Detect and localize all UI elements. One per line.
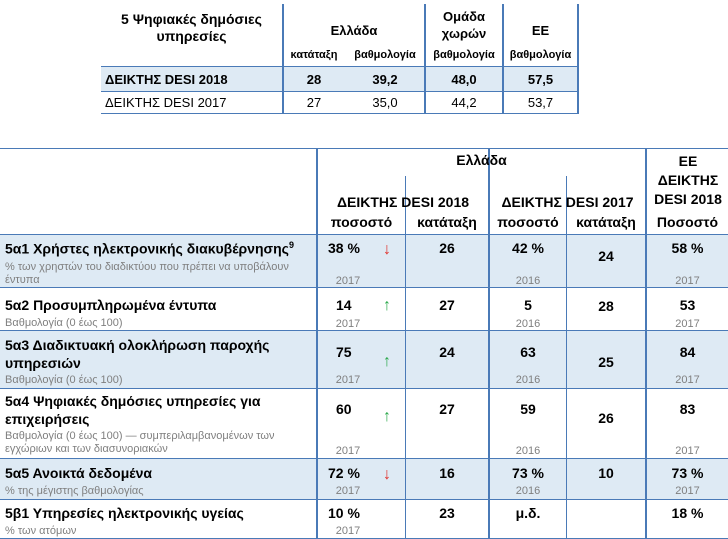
- row-title-text: 5α1 Χρήστες ηλεκτρονικής διακυβέρνησης: [5, 240, 289, 257]
- row-rule: [0, 458, 728, 459]
- row-year-eu: 2017: [675, 485, 700, 497]
- summary-row-score: 39,2: [372, 71, 398, 87]
- row-value-2017: μ.δ.: [515, 505, 541, 521]
- header-rule: [0, 234, 728, 235]
- summary-sub-score-eu: βαθμολογία: [509, 49, 572, 61]
- row-rank-2017: 24: [598, 248, 614, 264]
- summary-divider: [101, 113, 579, 114]
- row-year-2018: 2017: [335, 525, 361, 537]
- row-rank-2018: 23: [439, 505, 455, 521]
- header-desi2017: ΔΕΙΚΤΗΣ DESI 2017: [501, 194, 634, 210]
- row-rank-2017: 25: [598, 354, 614, 370]
- row-rank-2018: 16: [439, 465, 455, 481]
- row-year-eu: 2017: [675, 445, 700, 457]
- summary-row-rank: 28: [306, 71, 322, 87]
- row-rank-2017: 10: [598, 465, 614, 481]
- header-eu-pct: Ποσοστό: [656, 214, 719, 230]
- row-year-2017: 2016: [515, 374, 541, 386]
- summary-col-line: [577, 4, 579, 114]
- header-desi2018: ΔΕΙΚΤΗΣ DESI 2018: [336, 194, 470, 210]
- row-rank-2018: 27: [439, 297, 455, 313]
- row-year-2018: 2017: [335, 445, 361, 457]
- trend-up-icon: ↑: [383, 297, 391, 314]
- table-top-rule: [0, 148, 728, 149]
- summary-col-eu: ΕΕ: [531, 22, 550, 38]
- row-value-2018: 14: [336, 297, 352, 313]
- row-rank-2017: 26: [598, 410, 614, 426]
- row-rule: [0, 499, 728, 500]
- row-value-2018: 60: [336, 401, 352, 417]
- header-greece: Ελλάδα: [456, 152, 507, 168]
- row-title: [5, 240, 294, 257]
- row-year-2017: 2016: [515, 445, 541, 457]
- summary-sub-score-group: βαθμολογία: [433, 49, 495, 61]
- row-value-2017: 5: [524, 297, 532, 313]
- row-value-2017: 42 %: [512, 240, 544, 256]
- summary-row-eu: 53,7: [527, 95, 554, 110]
- row-value-2017: 73 %: [512, 465, 544, 481]
- footnote-marker: 9: [288, 240, 294, 250]
- summary-row-rank: 27: [306, 95, 322, 110]
- summary-title: 5 Ψηφιακές δημόσιες υπηρεσίες: [121, 11, 262, 44]
- row-value-2018: 38 %: [328, 240, 360, 256]
- row-title: 5α2 Προσυμπληρωμένα έντυπα: [5, 297, 217, 313]
- row-subtitle: Βαθμολογία (0 έως 100): [5, 317, 123, 329]
- row-year-2018: 2017: [335, 485, 361, 497]
- row-year-eu: 2017: [675, 275, 700, 287]
- row-subtitle: % της μέγιστης βαθμολογίας: [5, 485, 144, 497]
- row-value-2018: 72 %: [328, 465, 360, 481]
- row-value-2017: 63: [520, 344, 536, 360]
- header-eu: ΕΕ ΔΕΙΚΤΗΣ DESI 2018: [654, 153, 722, 207]
- header-pct-2018: ποσοστό: [330, 214, 393, 230]
- row-subtitle: Βαθμολογία (0 έως 100): [5, 374, 123, 386]
- row-subtitle: Βαθμολογία (0 έως 100) — συμπεριλαμβανομένων των εγχώριων και των διασυνοριακών: [5, 430, 275, 455]
- row-year-2018: 2017: [335, 318, 361, 330]
- row-value-eu: 83: [679, 401, 696, 417]
- row-year-2017: 2016: [515, 485, 541, 497]
- row-value-2017: 59: [520, 401, 536, 417]
- summary-row-group: 48,0: [451, 71, 477, 87]
- row-year-2017: 2016: [515, 275, 541, 287]
- row-year-eu: 2017: [675, 374, 700, 386]
- indicators-table: [0, 148, 728, 539]
- header-rank-2017: κατάταξη: [576, 214, 636, 230]
- row-value-eu: 58 %: [671, 240, 704, 256]
- row-value-eu: 18 %: [671, 505, 704, 521]
- row-title: 5α3 Διαδικτυακή ολοκλήρωση παροχής υπηρεσιών: [5, 337, 270, 371]
- summary-row-group: 44,2: [451, 95, 477, 110]
- row-rank-2017: 28: [598, 298, 614, 314]
- summary-table: [101, 4, 579, 114]
- summary-sub-score: βαθμολογία: [354, 49, 416, 61]
- summary-row-eu: 57,5: [527, 71, 554, 87]
- row-year-2017: 2016: [515, 318, 541, 330]
- row-value-2018: 75: [336, 344, 352, 360]
- row-subtitle: % των ατόμων: [5, 525, 77, 537]
- row-year-eu: 2017: [675, 318, 700, 330]
- summary-sub-rank: κατάταξη: [290, 49, 338, 61]
- header-rank-2018: κατάταξη: [417, 214, 477, 230]
- trend-up-icon: ↑: [383, 353, 391, 370]
- header-pct-2017: ποσοστό: [497, 214, 559, 230]
- row-value-eu: 53: [679, 297, 696, 313]
- summary-col-greece: Ελλάδα: [330, 22, 378, 38]
- summary-row-label: ΔΕΙΚΤΗΣ DESI 2017: [105, 95, 227, 110]
- row-year-2018: 2017: [335, 374, 361, 386]
- row-rule: [0, 388, 728, 389]
- row-rule: [0, 330, 728, 331]
- row-rank-2018: 24: [439, 344, 455, 360]
- row-year-2018: 2017: [335, 275, 361, 287]
- row-value-eu: 73 %: [671, 465, 704, 481]
- row-subtitle: % των χρηστών του διαδικτύου που πρέπει να υποβάλουν έντυπα: [5, 261, 289, 286]
- row-rule: [0, 287, 728, 288]
- row-value-eu: 84: [679, 344, 696, 360]
- trend-down-icon: ↓: [383, 466, 391, 483]
- row-rank-2018: 27: [439, 401, 455, 417]
- row-title: 5β1 Υπηρεσίες ηλεκτρονικής υγείας: [5, 505, 244, 521]
- trend-down-icon: ↓: [383, 241, 391, 258]
- row-rank-2018: 26: [439, 240, 455, 256]
- row-value-2018: 10 %: [328, 505, 360, 521]
- row-title: 5α4 Ψηφιακές δημόσιες υπηρεσίες για επιχειρήσεις: [5, 393, 261, 427]
- summary-col-group: Ομάδα χωρών: [441, 9, 487, 41]
- row-title: 5α5 Ανοικτά δεδομένα: [5, 465, 152, 481]
- trend-up-icon: ↑: [383, 408, 391, 425]
- summary-row-label: ΔΕΙΚΤΗΣ DESI 2018: [105, 71, 228, 87]
- summary-row-score: 35,0: [372, 95, 398, 110]
